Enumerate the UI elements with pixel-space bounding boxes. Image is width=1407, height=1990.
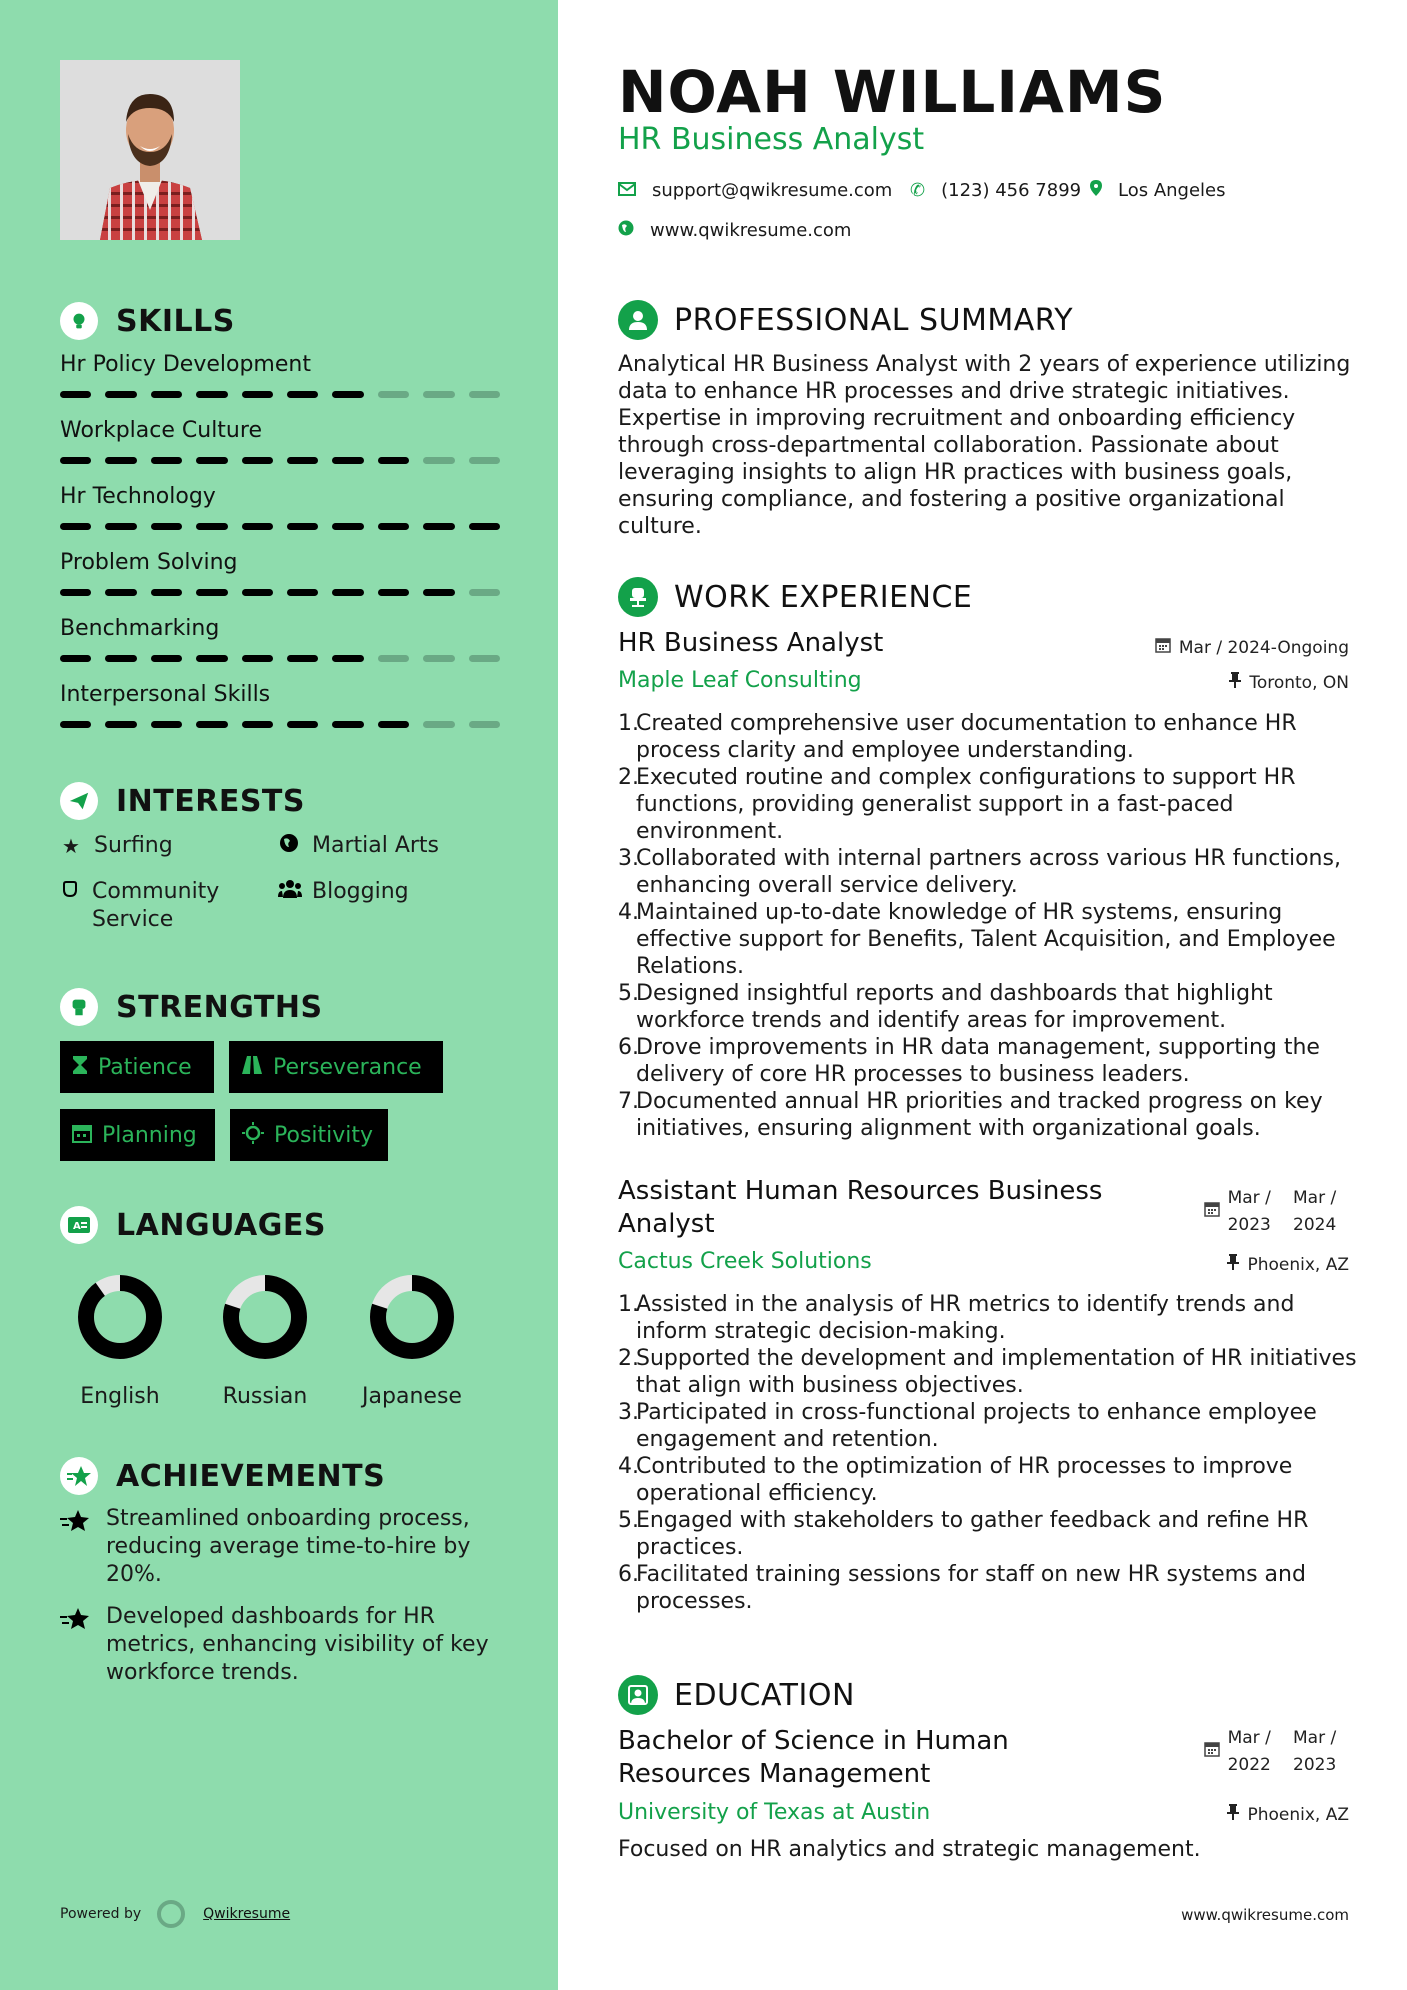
- skill-level-segment: [287, 523, 318, 530]
- language-level-donut: [220, 1272, 310, 1362]
- skill-level-segment: [378, 457, 409, 464]
- users-icon: [278, 878, 300, 906]
- interests-heading: [60, 782, 305, 820]
- skill-item: [60, 682, 500, 728]
- skill-name: Interpersonal Skills: [60, 682, 271, 707]
- pushpin-icon: [1227, 1254, 1239, 1275]
- language-name: English: [80, 1384, 160, 1409]
- duty-number: 5.: [618, 981, 639, 1006]
- skill-level-segment: [332, 655, 363, 662]
- phone-text: (123) 456 7899: [941, 180, 1082, 201]
- achievements-heading: [60, 1457, 385, 1495]
- road-icon: [241, 1055, 263, 1080]
- job-title: HR Business Analyst: [618, 628, 884, 658]
- duty-number: 7.: [618, 1089, 639, 1114]
- skill-level-segment: [242, 391, 273, 398]
- svg-text:A: A: [73, 1221, 81, 1232]
- hourglass-icon: [72, 1055, 88, 1080]
- duty-number: 5.: [618, 1508, 639, 1533]
- summary-heading: [618, 300, 1073, 340]
- map-pin-icon: [1090, 180, 1102, 201]
- summary-text: Analytical HR Business Analyst with 2 years of experience utilizing data to enhance HR processes and drive strategic initiatives. Expertise in improving recruitment and onboarding efficiency through cross-departmental collaboration. Passionate about leveraging insights to align HR practices with business goals, ensuring compliance, and fostering a positive organizational culture.: [618, 352, 1351, 539]
- achievement-item: Streamlined onboarding process, reducing average time-to-hire by 20%.: [60, 1505, 500, 1589]
- lightbulb-icon: [60, 302, 98, 340]
- strength-badge: Perseverance: [229, 1041, 443, 1093]
- calendar-icon: [1155, 637, 1171, 658]
- duty-number: 2.: [618, 765, 639, 790]
- job-dates: Mar / 2023 Mar / 2024: [1204, 1185, 1349, 1239]
- skill-level-segment: [242, 457, 273, 464]
- interest-item: Martial Arts: [278, 832, 439, 860]
- pushpin-icon: [1227, 1804, 1239, 1825]
- website-contact: [618, 220, 851, 241]
- duty-number: 2.: [618, 1346, 639, 1371]
- skill-level-segment: [287, 589, 318, 596]
- skill-level-segment: [469, 391, 500, 398]
- strength-badge: Patience: [60, 1041, 214, 1093]
- job-duties-list: [618, 1291, 1363, 1615]
- email-contact: [618, 180, 892, 201]
- skill-level-bar: [60, 523, 500, 530]
- globe-icon: [618, 220, 634, 241]
- skill-level-segment: [378, 589, 409, 596]
- globe-icon: [278, 832, 300, 860]
- skill-level-segment: [469, 457, 500, 464]
- duty-text: Contributed to the optimization of HR processes to improve operational efficiency.: [636, 1454, 1293, 1506]
- skill-name: Hr Policy Development: [60, 352, 311, 377]
- skill-level-segment: [105, 721, 136, 728]
- skill-level-bar: [60, 721, 500, 728]
- calendar-icon: [1204, 1201, 1220, 1222]
- calendar-icon: [72, 1123, 92, 1148]
- trophy-star-icon: [60, 1457, 98, 1495]
- star-burst-icon: [60, 1607, 90, 1635]
- duty-number: 3.: [618, 1400, 639, 1425]
- duty-item: [618, 1453, 1363, 1507]
- school-name: University of Texas at Austin: [618, 1800, 931, 1825]
- skill-level-segment: [287, 721, 318, 728]
- sun-icon: [242, 1122, 264, 1149]
- languages-heading: [60, 1206, 326, 1244]
- skill-level-segment: [378, 523, 409, 530]
- duty-text: Engaged with stakeholders to gather feedback and refine HR practices.: [636, 1508, 1309, 1560]
- skill-level-segment: [378, 391, 409, 398]
- chair-icon: [618, 577, 658, 617]
- duty-item: [618, 710, 1363, 764]
- duty-text: Participated in cross-functional projects to enhance employee engagement and retention.: [636, 1400, 1317, 1452]
- skill-level-segment: [105, 655, 136, 662]
- duty-number: 6.: [618, 1562, 639, 1587]
- email-link[interactable]: support@qwikresume.com: [652, 180, 893, 201]
- duty-number: 4.: [618, 900, 639, 925]
- duty-item: [618, 1034, 1363, 1088]
- duty-item: [618, 980, 1363, 1034]
- hand-icon: [60, 878, 80, 906]
- education-dates: Mar / 2022 Mar / 2023: [1204, 1725, 1349, 1779]
- skill-level-segment: [287, 391, 318, 398]
- skill-level-segment: [423, 721, 454, 728]
- duty-text: Supported the development and implementation of HR initiatives that align with business objectives.: [636, 1346, 1357, 1398]
- footer-url[interactable]: www.qwikresume.com: [1181, 1906, 1349, 1924]
- job-duties-list: [618, 710, 1363, 1142]
- paper-plane-icon: [60, 782, 98, 820]
- strengths-heading: [60, 988, 323, 1026]
- duty-item: [618, 1399, 1363, 1453]
- skill-level-segment: [60, 721, 91, 728]
- user-icon: [618, 300, 658, 340]
- language-level-donut: [367, 1272, 457, 1362]
- education-heading: [618, 1675, 855, 1715]
- duty-item: [618, 899, 1363, 980]
- main-content: [558, 0, 1407, 1990]
- skill-item: [60, 352, 500, 398]
- skill-level-segment: [469, 655, 500, 662]
- candidate-role: HR Business Analyst: [618, 122, 925, 157]
- skill-level-segment: [332, 391, 363, 398]
- skill-name: Hr Technology: [60, 484, 216, 509]
- job-location: Phoenix, AZ: [1227, 1254, 1349, 1275]
- skill-level-segment: [60, 655, 91, 662]
- duty-text: Created comprehensive user documentation to enhance HR process clarity and employee understanding.: [636, 711, 1297, 763]
- envelope-icon: [618, 180, 636, 201]
- skills-heading: [60, 302, 235, 340]
- duty-text: Assisted in the analysis of HR metrics to identify trends and inform strategic decision-making.: [636, 1292, 1295, 1344]
- skill-name: Benchmarking: [60, 616, 220, 641]
- location-contact: [1090, 180, 1226, 201]
- skill-level-segment: [151, 457, 182, 464]
- summary-title: PROFESSIONAL SUMMARY: [674, 302, 1074, 338]
- skill-level-segment: [378, 721, 409, 728]
- language-item: [352, 1272, 472, 1409]
- duty-item: [618, 1561, 1363, 1615]
- skill-level-segment: [60, 523, 91, 530]
- skill-level-bar: [60, 457, 500, 464]
- duty-number: 4.: [618, 1454, 639, 1479]
- duty-item: [618, 1345, 1363, 1399]
- fist-icon: [60, 988, 98, 1026]
- language-item: [60, 1272, 180, 1409]
- phone-icon: ✆: [910, 180, 926, 201]
- skill-level-segment: [469, 721, 500, 728]
- duty-number: 1.: [618, 711, 639, 736]
- skill-level-segment: [105, 457, 136, 464]
- language-icon: [60, 1206, 98, 1244]
- job-title: Assistant Human Resources Business Analyst: [618, 1176, 1103, 1239]
- skill-level-segment: [378, 655, 409, 662]
- skill-level-segment: [196, 589, 227, 596]
- skill-level-segment: [60, 391, 91, 398]
- location-text: Los Angeles: [1118, 180, 1226, 201]
- skill-level-segment: [242, 523, 273, 530]
- skill-level-segment: [332, 721, 363, 728]
- interest-item: ★ Surfing: [60, 832, 173, 860]
- phone-contact: [910, 180, 1081, 201]
- skill-level-segment: [423, 589, 454, 596]
- duty-text: Maintained up-to-date knowledge of HR systems, ensuring effective support for Benefits, Talent Acquisition, and Employee Relations.: [636, 900, 1336, 979]
- skill-level-segment: [60, 457, 91, 464]
- skill-level-segment: [151, 721, 182, 728]
- skill-level-segment: [332, 589, 363, 596]
- skill-level-segment: [287, 655, 318, 662]
- skill-level-segment: [423, 523, 454, 530]
- achievement-item: Developed dashboards for HR metrics, enhancing visibility of key workforce trends.: [60, 1603, 500, 1687]
- star-icon: ★: [62, 834, 80, 858]
- job-company: Cactus Creek Solutions: [618, 1249, 872, 1274]
- strengths-title: STRENGTHS: [116, 989, 323, 1025]
- strength-badge: Positivity: [230, 1109, 388, 1161]
- education-title: EDUCATION: [674, 1677, 855, 1713]
- qwikresume-logo-icon: [157, 1900, 185, 1928]
- interest-item: Community Service: [60, 878, 260, 934]
- duty-item: [618, 764, 1363, 845]
- skill-level-segment: [469, 523, 500, 530]
- skill-level-segment: [196, 391, 227, 398]
- experience-title: WORK EXPERIENCE: [674, 579, 973, 615]
- language-level-arc: [86, 1283, 154, 1351]
- skill-level-segment: [60, 589, 91, 596]
- skill-level-segment: [423, 391, 454, 398]
- experience-heading: [618, 577, 972, 617]
- skill-level-segment: [105, 391, 136, 398]
- duty-item: [618, 1507, 1363, 1561]
- interests-title: INTERESTS: [116, 783, 305, 819]
- strength-badge: Planning: [60, 1109, 215, 1161]
- graduate-icon: [618, 1675, 658, 1715]
- skill-level-bar: [60, 655, 500, 662]
- skill-level-segment: [287, 457, 318, 464]
- duty-text: Facilitated training sessions for staff on new HR systems and processes.: [636, 1562, 1306, 1614]
- duty-number: 6.: [618, 1035, 639, 1060]
- job-company: Maple Leaf Consulting: [618, 668, 862, 693]
- language-item: [205, 1272, 325, 1409]
- skill-item: [60, 484, 500, 530]
- duty-text: Drove improvements in HR data management, supporting the delivery of core HR processes to business leaders.: [636, 1035, 1320, 1087]
- website-link[interactable]: www.qwikresume.com: [650, 220, 852, 241]
- skill-level-segment: [196, 721, 227, 728]
- skill-item: [60, 418, 500, 464]
- skill-level-segment: [105, 589, 136, 596]
- skill-level-segment: [242, 721, 273, 728]
- skill-level-segment: [151, 391, 182, 398]
- duty-number: 1.: [618, 1292, 639, 1317]
- duty-item: [618, 845, 1363, 899]
- duty-item: [618, 1291, 1363, 1345]
- skill-level-segment: [151, 523, 182, 530]
- calendar-icon: [1204, 1741, 1220, 1762]
- skill-level-segment: [151, 655, 182, 662]
- skill-level-segment: [332, 457, 363, 464]
- duty-number: 3.: [618, 846, 639, 871]
- pushpin-icon: [1229, 672, 1241, 693]
- language-level-donut: [75, 1272, 165, 1362]
- achievements-title: ACHIEVEMENTS: [116, 1458, 386, 1494]
- skill-level-segment: [196, 655, 227, 662]
- skill-level-segment: [469, 589, 500, 596]
- skill-item: [60, 616, 500, 662]
- star-burst-icon: [60, 1509, 90, 1537]
- candidate-name: NOAH WILLIAMS: [618, 58, 1167, 126]
- skill-level-bar: [60, 589, 500, 596]
- education-location: Phoenix, AZ: [1227, 1804, 1349, 1825]
- duty-text: Collaborated with internal partners across various HR functions, enhancing overall service delivery.: [636, 846, 1341, 898]
- skill-level-segment: [196, 523, 227, 530]
- skill-level-segment: [242, 655, 273, 662]
- skill-level-segment: [423, 457, 454, 464]
- skill-level-segment: [151, 589, 182, 596]
- skill-level-segment: [196, 457, 227, 464]
- skill-item: [60, 550, 500, 596]
- skill-name: Workplace Culture: [60, 418, 262, 443]
- sidebar: [0, 0, 558, 1990]
- languages-title: LANGUAGES: [116, 1207, 326, 1243]
- skill-level-bar: [60, 391, 500, 398]
- duty-text: Documented annual HR priorities and tracked progress on key initiatives, ensuring alignment with organizational goals.: [636, 1089, 1323, 1141]
- interest-item: Blogging: [278, 878, 409, 906]
- skill-level-segment: [332, 523, 363, 530]
- education-description: Focused on HR analytics and strategic management.: [618, 1837, 1201, 1862]
- skill-level-segment: [242, 589, 273, 596]
- powered-by: Powered by Qwikresume: [60, 1900, 290, 1928]
- duty-item: [618, 1088, 1363, 1142]
- qwikresume-link[interactable]: Qwikresume: [203, 1906, 291, 1922]
- skill-name: Problem Solving: [60, 550, 238, 575]
- profile-photo: [60, 60, 240, 240]
- job-dates: Mar / 2024-Ongoing: [1155, 637, 1349, 658]
- skill-level-segment: [105, 523, 136, 530]
- duty-text: Executed routine and complex configurations to support HR functions, providing generalist support in a fast-paced environment.: [636, 765, 1296, 844]
- degree-title: Bachelor of Science in Human Resources Management: [618, 1726, 1009, 1789]
- duty-text: Designed insightful reports and dashboards that highlight workforce trends and identify areas for improvement.: [636, 981, 1273, 1033]
- skill-level-segment: [423, 655, 454, 662]
- job-location: Toronto, ON: [1229, 672, 1349, 693]
- language-name: Russian: [222, 1384, 308, 1409]
- language-name: Japanese: [362, 1384, 462, 1409]
- skills-title: SKILLS: [116, 303, 235, 339]
